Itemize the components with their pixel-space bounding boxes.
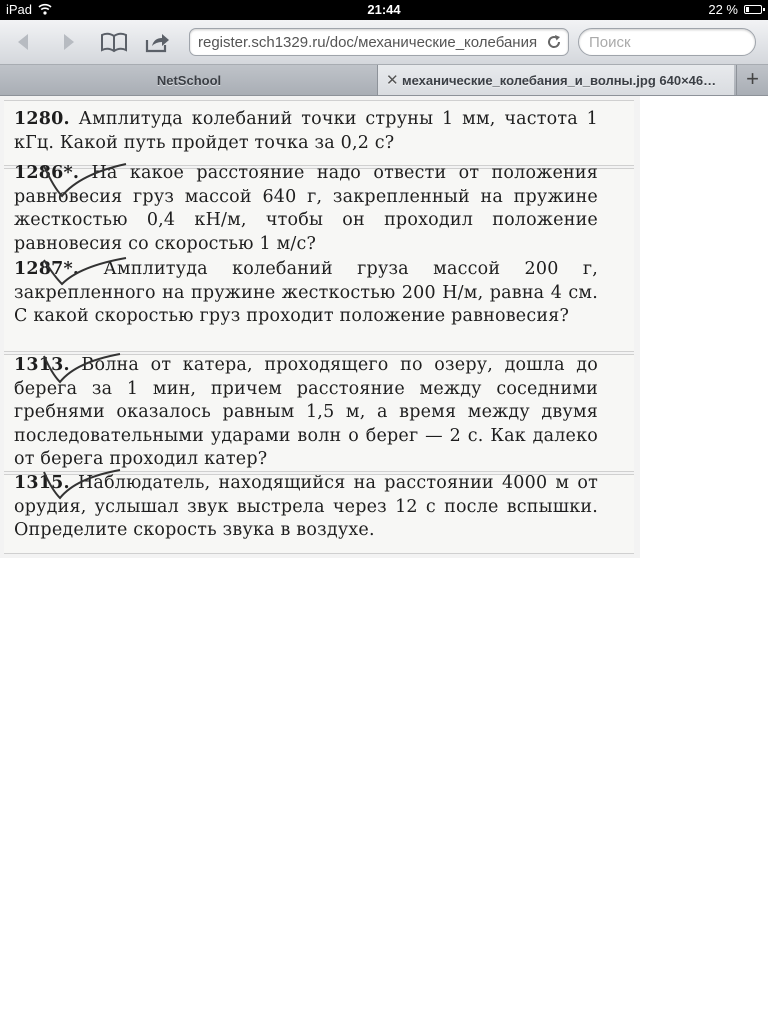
back-arrow-icon[interactable] [10, 30, 36, 54]
check-mark-icon [40, 160, 130, 200]
problem-text: На какое расстояние надо отвести от положения равновесия груз массой 640 г, закрепленный на пружине жесткостью 0,4 кН/м, чтобы он проходил положение равновесия со скоростью 1 м/с? [14, 163, 599, 254]
status-bar [0, 0, 768, 20]
check-mark-icon [40, 352, 130, 386]
problem-1280 [14, 108, 598, 155]
tab-label: NetSchool [156, 73, 222, 88]
problem-text: Амплитуда колебаний груза массой 200 г, закрепленного на пружине жесткостью 200 Н/м, равна 4 см. С какой скоростью груз проходит положение равновесия? [14, 259, 598, 326]
tab-bar [0, 65, 768, 96]
address-bar[interactable] [189, 28, 569, 56]
search-input[interactable] [578, 28, 756, 56]
share-icon[interactable] [144, 30, 170, 54]
forward-arrow-icon[interactable] [56, 30, 82, 54]
problem-text: Волна от катера, проходящего по озеру, дошла до берега за 1 мин, причем расстояние между соседними гребнями оказалось равным 1,5 м, а время между двумя последовательными ударами волн о берег — 2 с. Как далеко от берега проходил катер? [14, 355, 599, 469]
battery-icon [744, 5, 762, 14]
tab-image[interactable] [378, 65, 734, 95]
problem-number: 1315. [14, 473, 70, 493]
status-time: 21:44 [367, 2, 401, 17]
problem-number: 1280. [14, 109, 70, 129]
problem-text: Наблюдатель, находящийся на расстоянии 4000 м от орудия, услышал звук выстрела через 12 с после вспышки. Определите скорость звука в воздухе. [14, 473, 599, 540]
book-icon[interactable] [100, 30, 126, 54]
close-icon[interactable]: ✕ [386, 72, 399, 89]
browser-toolbar [0, 20, 768, 65]
search-placeholder: Поиск [589, 34, 631, 51]
new-tab-button[interactable]: + [736, 65, 768, 95]
reload-icon[interactable] [546, 34, 562, 50]
check-mark-icon [40, 468, 130, 508]
problem-number: 1286*. [14, 163, 80, 183]
url-text: register.sch1329.ru/doc/механические_колебания [198, 34, 538, 51]
check-mark-icon [40, 256, 130, 286]
problem-number: 1313. [14, 355, 70, 375]
tab-netschool[interactable] [0, 65, 378, 95]
problem-text: Амплитуда колебаний точки струны 1 мм, частота 1 кГц. Какой путь пройдет точка за 0,2 с? [14, 109, 598, 153]
device-name: iPad [6, 2, 33, 17]
problem-number: 1287*. [14, 259, 80, 279]
battery-fill [746, 7, 749, 12]
battery-percent: 22 % [708, 2, 738, 17]
tab-label: механические_колебания_и_волны.jpg 640×46… [402, 73, 717, 88]
scanned-page-image [0, 96, 640, 558]
